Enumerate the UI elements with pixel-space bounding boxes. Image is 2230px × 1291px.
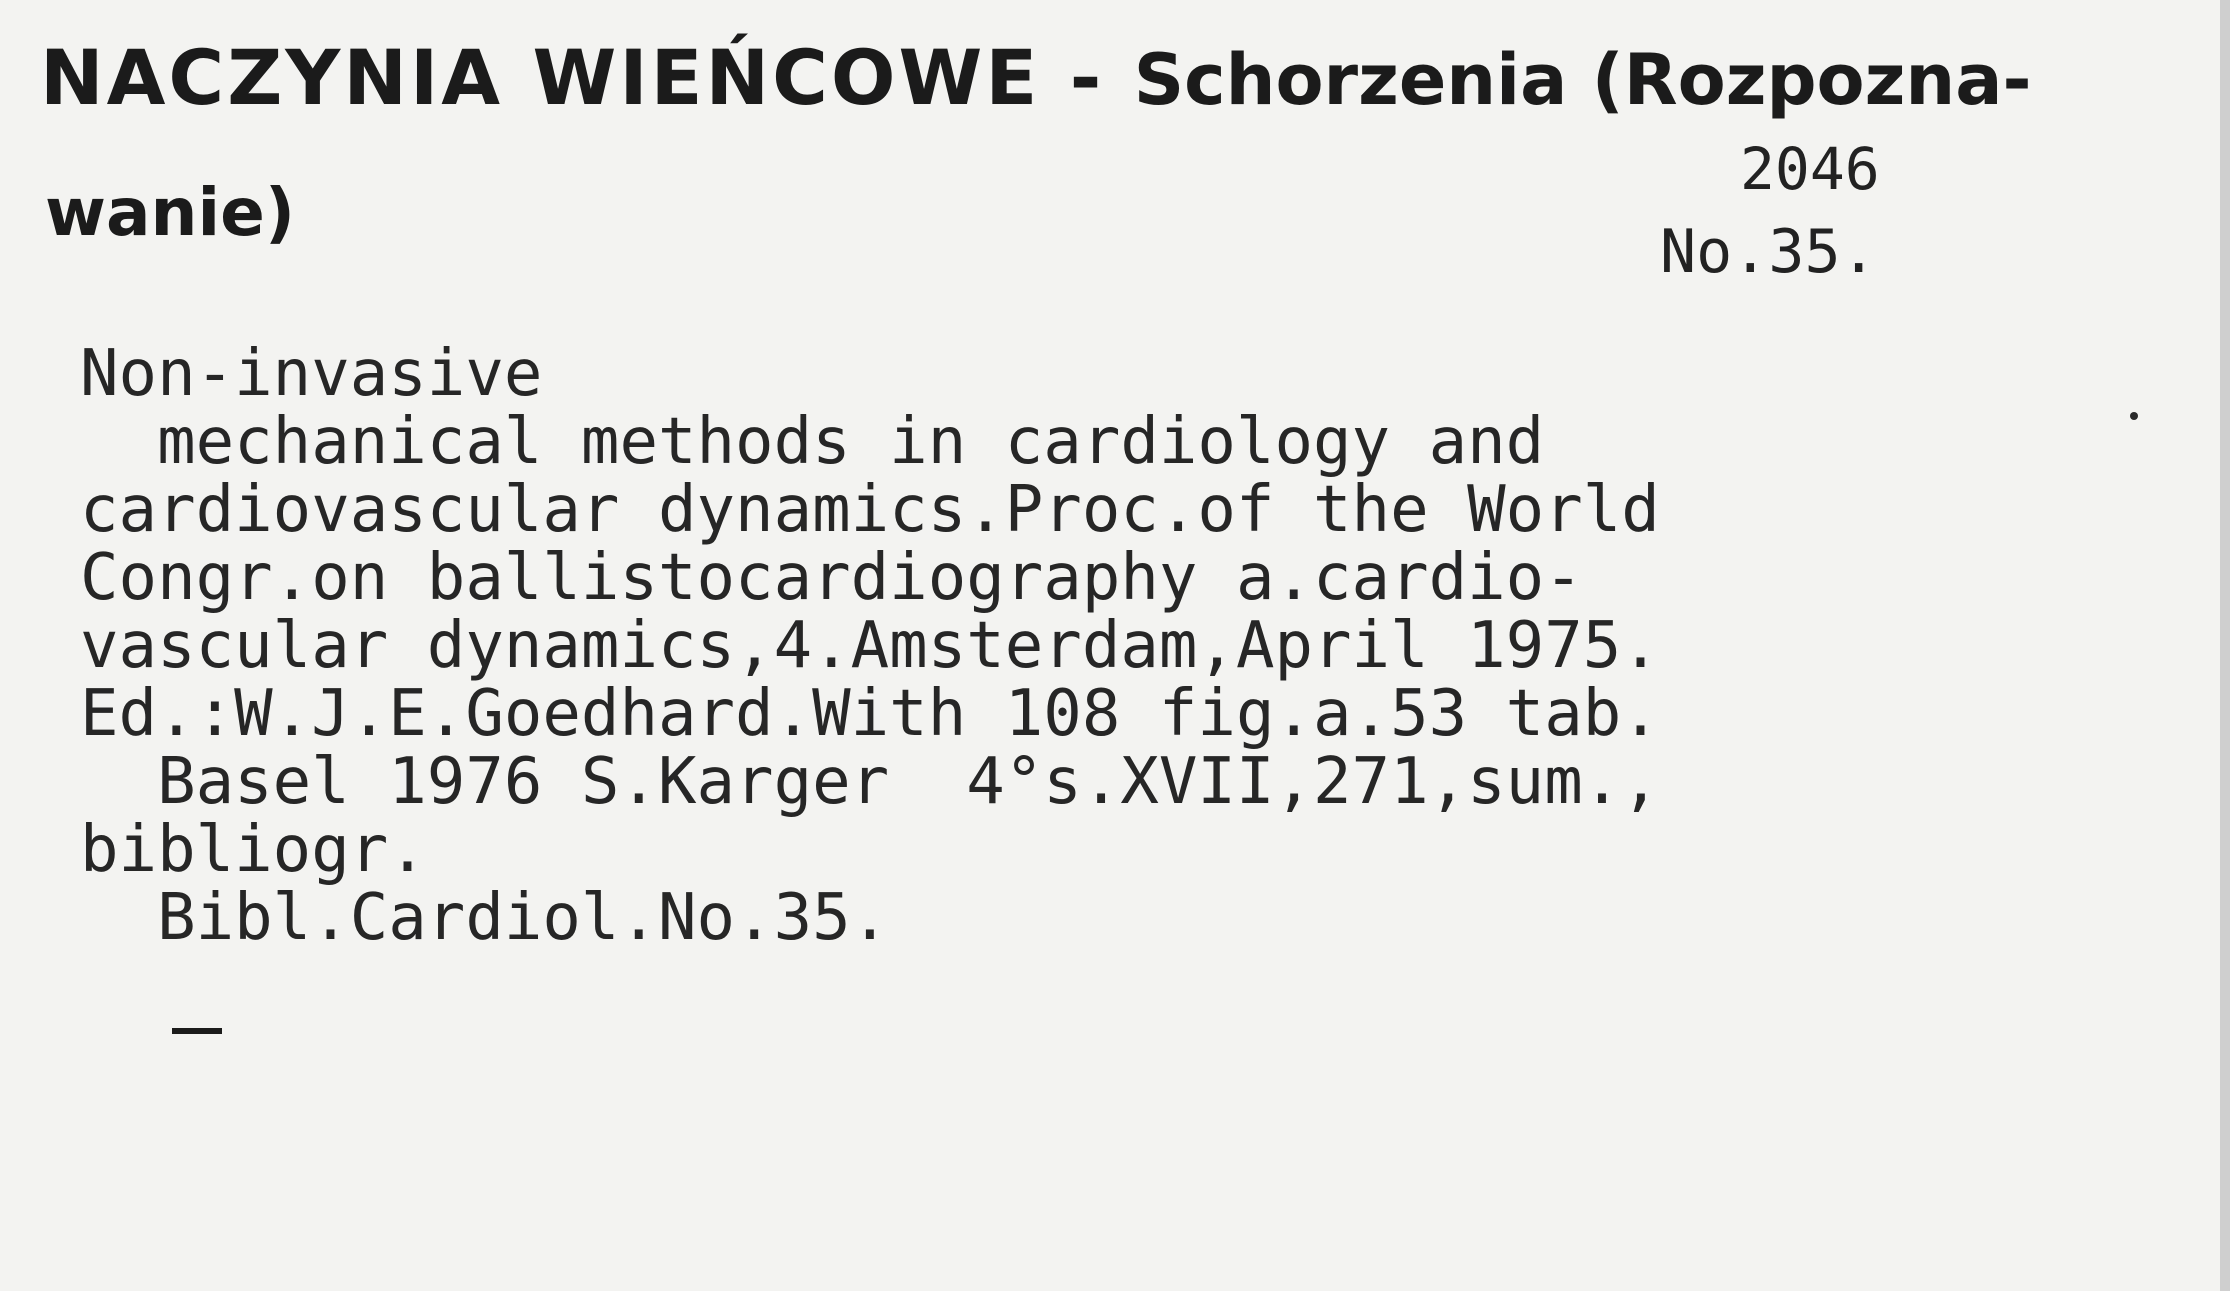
- bibliographic-entry: [80, 337, 1660, 955]
- entry-line: Ed.:W.J.E.Goedhard.With 108 fig.a.53 tab.: [80, 677, 1660, 751]
- subject-heading-continuation: wanie): [45, 174, 296, 251]
- entry-line: Bibl.Cardiol.No.35.: [80, 881, 890, 955]
- entry-line: bibliogr.: [80, 813, 427, 887]
- subject-heading-typed: NACZYNIA WIEŃCOWE -: [40, 33, 1134, 122]
- entry-line: vascular dynamics,4.Amsterdam,April 1975.: [80, 609, 1660, 683]
- entry-line: Congr.on ballistocardiography a.cardio-: [80, 541, 1583, 615]
- entry-line: Basel 1976 S.Karger 4°s.XVII,271,sum.,: [80, 745, 1660, 819]
- subject-heading-handwritten: Schorzenia (Rozpozna-: [1133, 39, 2032, 121]
- entry-line: mechanical methods in cardiology and: [80, 405, 1545, 479]
- series-underline-mark: [172, 1028, 222, 1034]
- volume-label: No.35.: [1660, 217, 1877, 287]
- entry-line: Non-invasive: [80, 337, 543, 411]
- entry-line: cardiovascular dynamics.Proc.of the World: [80, 473, 1660, 547]
- subject-heading: [40, 33, 2032, 122]
- call-number: 2046: [1740, 135, 1880, 203]
- ink-speck: [2130, 412, 2138, 420]
